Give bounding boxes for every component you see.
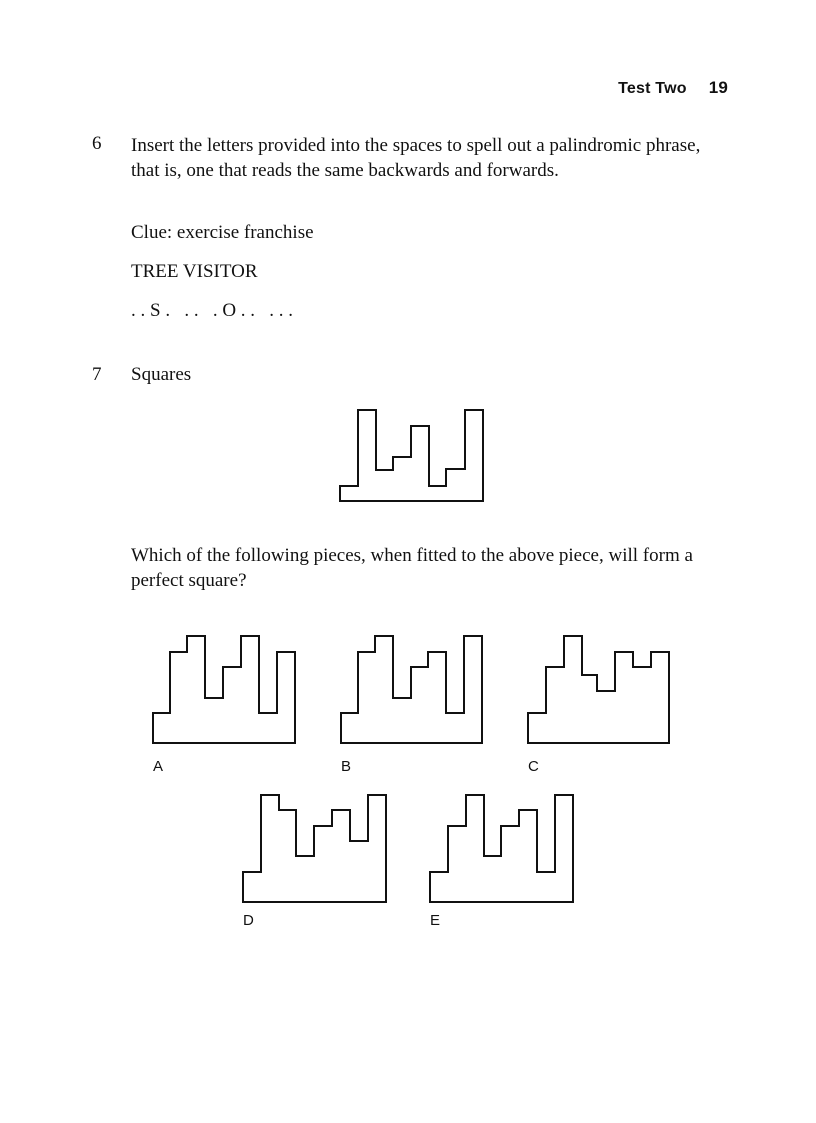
question-6-letters: TREE VISITOR [131,261,258,282]
question-6-clue: Clue: exercise franchise [131,222,314,243]
question-6-number: 6 [92,133,102,154]
option-b-label: B [341,758,352,775]
option-e-piece[interactable] [430,795,573,902]
option-d-piece[interactable] [243,795,386,902]
section-title: Test Two [618,80,687,97]
question-7-prompt: Which of the following pieces, when fitted to the above piece, will form a perfect square? [131,545,693,591]
option-a-piece[interactable] [153,636,295,743]
question-6-answer-pattern: . . S . . . . O . . . . . [131,300,294,321]
option-c-piece[interactable] [528,636,669,743]
option-b-piece[interactable] [341,636,482,743]
question-7-title: Squares [131,364,192,385]
option-e-label: E [430,912,441,929]
option-c-label: C [528,758,539,775]
option-a-label: A [153,758,164,775]
question-7-number: 7 [92,364,102,385]
option-d-label: D [243,912,254,929]
page-number: 19 [708,78,728,97]
question-6-text: Insert the letters provided into the spaces to spell out a palindromic phrase, that is, one that reads the same backwards and forwards. [131,135,701,181]
